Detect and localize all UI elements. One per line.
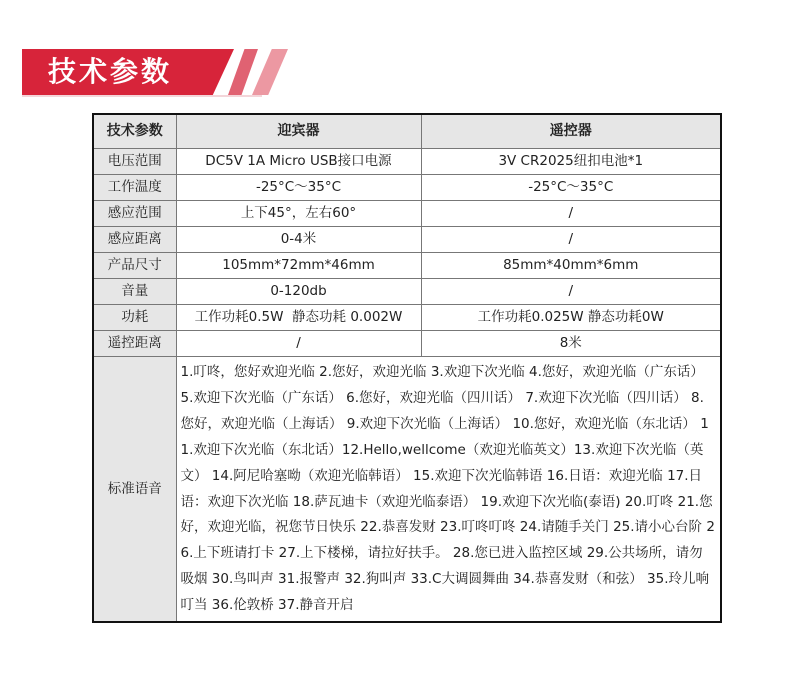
- remote-value: /: [421, 227, 721, 253]
- row-label: 标准语音: [93, 357, 176, 623]
- table-row: [93, 331, 721, 357]
- table-row: [93, 175, 721, 201]
- remote-value: -25°C～35°C: [421, 175, 721, 201]
- remote-value: /: [421, 279, 721, 305]
- table-row: [93, 279, 721, 305]
- table-row: [93, 227, 721, 253]
- header-remote: 遥控器: [421, 114, 721, 149]
- remote-value: 85mm*40mm*6mm: [421, 253, 721, 279]
- spec-table: [92, 113, 722, 623]
- remote-value: /: [421, 201, 721, 227]
- header-param: 技术参数: [93, 114, 176, 149]
- voice-row: [93, 357, 721, 623]
- header-welcomer: 迎宾器: [176, 114, 421, 149]
- welcomer-value: 105mm*72mm*46mm: [176, 253, 421, 279]
- welcomer-value: DC5V 1A Micro USB接口电源: [176, 149, 421, 175]
- welcomer-value: 0-120db: [176, 279, 421, 305]
- row-label: 遥控距离: [93, 331, 176, 357]
- welcomer-value: /: [176, 331, 421, 357]
- welcomer-value: 0-4米: [176, 227, 421, 253]
- welcomer-value: 上下45°，左右60°: [176, 201, 421, 227]
- row-label: 感应距离: [93, 227, 176, 253]
- banner-underline: [22, 95, 262, 97]
- table-header-row: [93, 114, 721, 149]
- welcomer-value: -25°C～35°C: [176, 175, 421, 201]
- table-row: [93, 305, 721, 331]
- remote-value: 3V CR2025纽扣电池*1: [421, 149, 721, 175]
- voice-list: 1.叮咚，您好欢迎光临 2.您好，欢迎光临 3.欢迎下次光临 4.您好，欢迎光临（广东话） 5.欢迎下次光临（广东话） 6.您好，欢迎光临（四川话） 7.欢迎下次光临（四川话） 8.您好，欢迎光临（上海话） 9.欢迎下次光临（上海话） 10.您好，欢迎光临（东北话） 11.欢迎下次光临（东北话）12.Hello,wellcome（欢迎光临英文）13.欢迎下次光临（英文） 14.阿尼哈塞呦（欢迎光临韩语） 15.欢迎下次光临韩语 16.日语：欢迎光临 17.日语：欢迎下次光临 18.萨瓦迪卡（欢迎光临泰语） 19.欢迎下次光临(泰语) 20.叮咚 21.您好，欢迎光临，祝您节日快乐 22.恭喜发财 23.叮咚叮咚 24.请随手关门 25.请小心台阶 26.上下班请打卡 27.上下楼梯，请拉好扶手。 28.您已进入监控区域 29.公共场所，请勿吸烟 30.鸟叫声 31.报警声 32.狗叫声 33.C大调圆舞曲 34.恭喜发财（和弦） 35.玲儿响叮当 36.伦敦桥 37.静音开启: [176, 357, 721, 623]
- row-label: 感应范围: [93, 201, 176, 227]
- row-label: 电压范围: [93, 149, 176, 175]
- table-row: [93, 253, 721, 279]
- row-label: 音量: [93, 279, 176, 305]
- banner-stripe-decoration: [252, 49, 288, 95]
- row-label: 功耗: [93, 305, 176, 331]
- table-row: [93, 201, 721, 227]
- section-banner: [22, 49, 262, 95]
- remote-value: 8米: [421, 331, 721, 357]
- row-label: 产品尺寸: [93, 253, 176, 279]
- remote-value: 工作功耗0.025W 静态功耗0W: [421, 305, 721, 331]
- section-title: 技术参数: [48, 55, 173, 88]
- banner-stripe-decoration: [228, 49, 258, 95]
- welcomer-value: 工作功耗0.5W 静态功耗 0.002W: [176, 305, 421, 331]
- table-row: [93, 149, 721, 175]
- row-label: 工作温度: [93, 175, 176, 201]
